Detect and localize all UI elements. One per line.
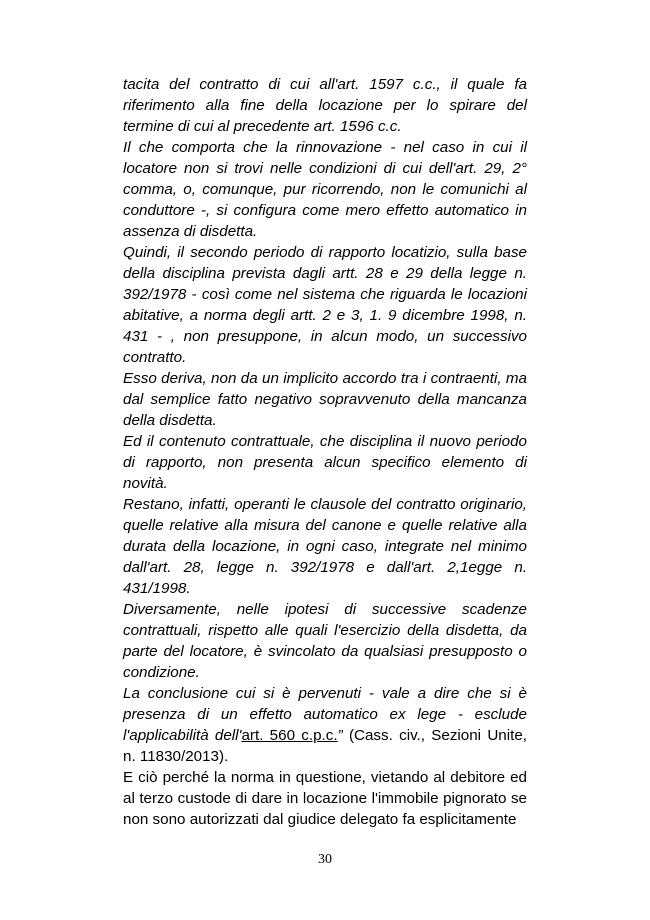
article-link[interactable]: art. 560 c.p.c. — [241, 727, 338, 744]
paragraph: Il che comporta che la rinnovazione - nel caso in cui il locatore non si trovi nelle condizioni di cui dell'art. 29, 2° comma, o, comunque, pur ricorrendo, non le comunichi al conduttore -, si configura come mero effetto automatico in assenza di disdetta. — [123, 139, 527, 240]
paragraph: Restano, infatti, operanti le clausole del contratto originario, quelle relative alla misura del canone e quelle relative alla durata della locazione, in ogni caso, integrate nel minimo dall'art. 28, legge n. 392/1978 e dall'art. 2,1egge n. 431/1998. — [123, 496, 527, 597]
citation-text: (Cass. civ., Sezioni Unite, n. 11830/2013). — [123, 727, 528, 765]
paragraph: tacita del contratto di cui all'art. 1597 c.c., il quale fa riferimento alla fine della locazione per lo spirare del termine di cui al precedente art. 1596 c.c. — [123, 76, 527, 135]
paragraph: Diversamente, nelle ipotesi di successive scadenze contrattuali, rispetto alle quali l'esercizio della disdetta, da parte del locatore, è svincolato da qualsiasi presupposto o condizione. — [123, 601, 527, 681]
quote-text: La conclusione cui si è pervenuti - vale a dire che si è presenza di un effetto automatico ex lege - esclude l'applicabilità dell' — [123, 685, 527, 744]
closing-quote-mark: ” — [337, 727, 343, 744]
quote-paragraph — [123, 683, 527, 767]
paragraph: Esso deriva, non da un implicito accordo tra i contraenti, ma dal semplice fatto negativo sopravvenuto della mancanza della disdetta. — [123, 370, 527, 429]
page-number: 30 — [318, 852, 332, 867]
document-page — [123, 74, 527, 830]
paragraph: Ed il contenuto contrattuale, che disciplina il nuovo periodo di rapporto, non presenta alcun specifico elemento di novità. — [123, 433, 527, 492]
paragraph: Quindi, il secondo periodo di rapporto locatizio, sulla base della disciplina prevista dagli artt. 28 e 29 della legge n. 392/1978 - così come nel sistema che riguarda le locazioni abitative, a norma degli artt. 2 e 3, 1. 9 dicembre 1998, n. 431 - , non presuppone, in alcun modo, un successivo contratto. — [123, 244, 527, 366]
final-paragraph: E ciò perché la norma in questione, vietando al debitore ed al terzo custode di dare in locazione l'immobile pignorato se non sono autorizzati dal giudice delegato fa esplicitamente — [123, 769, 527, 828]
